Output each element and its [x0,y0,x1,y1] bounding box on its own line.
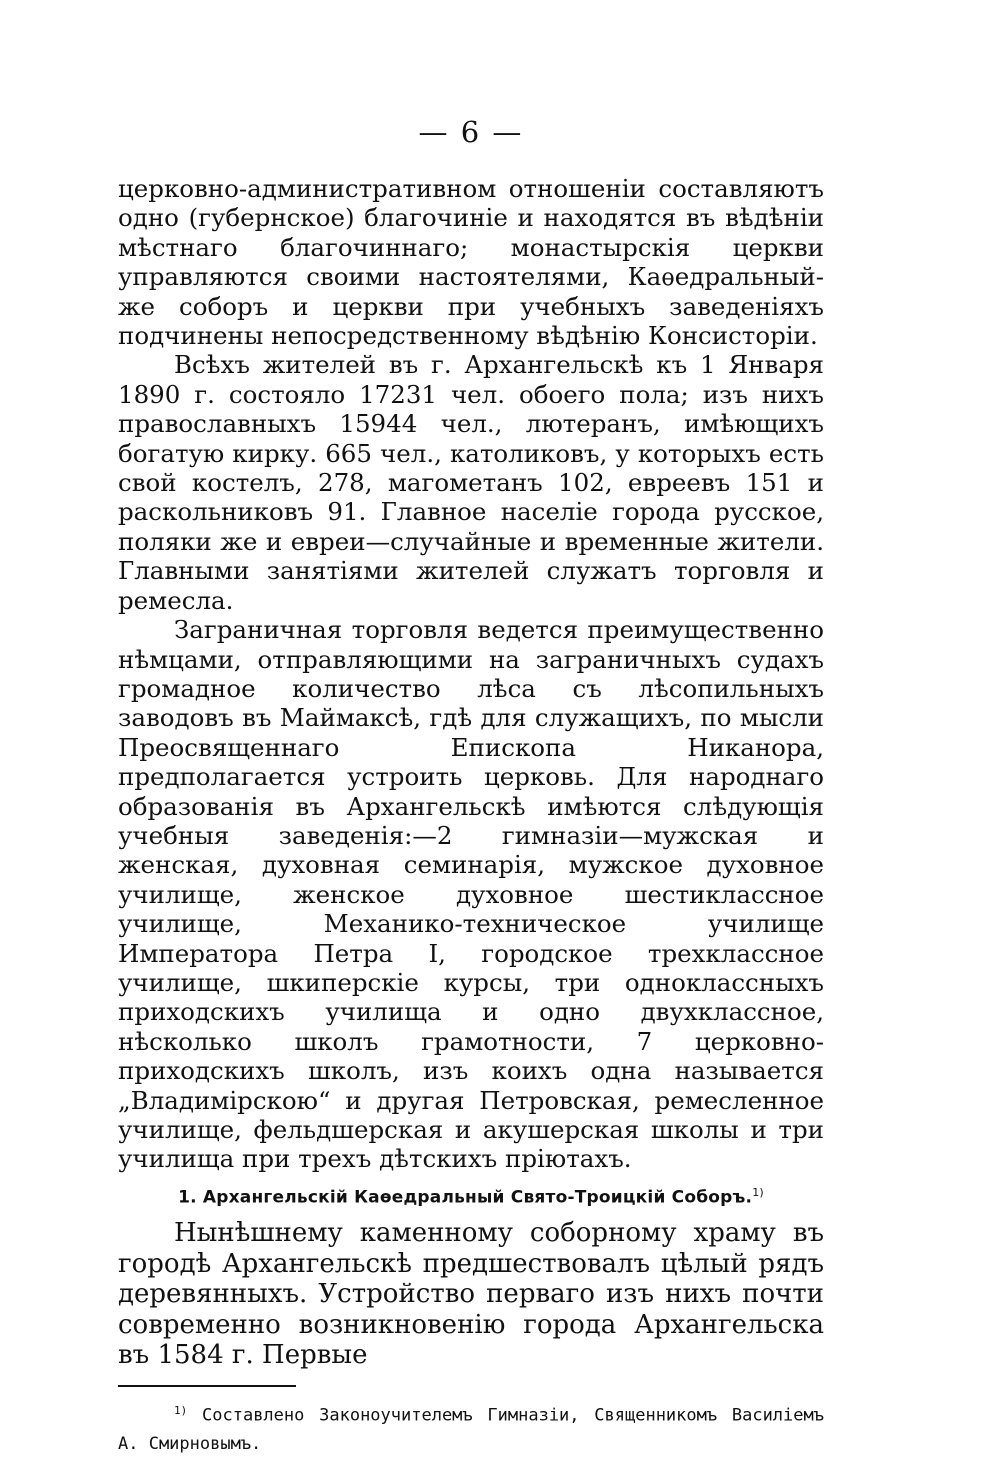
footnote-reference: 1) [752,1185,764,1199]
paragraph-trade-education: Заграничная торговля ведется преимущественно нѣмцами, отправляющими на заграничныхъ судахъ громадное количество лѣса съ лѣсопильныхъ заводовъ въ Маймаксѣ, гдѣ для служащихъ, по мысли Преосвященнаго Епископа Никанора, предполагается устроить церковь. Для народнаго образованія въ Архангельскѣ имѣются слѣдующія учебныя заведенія:—2 гимназіи—мужская и женская, духовная семинарія, мужское духовное училище, женское духовное шестиклассное училище, Механико-техническое училище Императора Петра I, городское трехклассное училище, шкиперскіе курсы, три одноклассныхъ приходскихъ училища и одно двухклассное, нѣсколько школъ грамотности, 7 церковно-приходскихъ школъ, изъ коихъ одна называется „Владимірскою“ и другая Петровская, ремесленное училище, фельдшерская и акушерская школы и три училища при трехъ дѣтскихъ пріютахъ. [118,615,824,1174]
section-heading-text: 1. Архангельскій Каѳедральный Свято-Троицкій Соборъ. [178,1187,753,1208]
paragraph-church-administration: церковно-административном отношеніи составляютъ одно (губернское) благочиніе и находятся въ вѣдѣніи мѣстнаго благочиннаго; монастырскія церкви управляются своими настоятелями, Каѳедральный-же соборъ и церкви при учебныхъ заведеніяхъ подчинены непосредственному вѣдѣнію Консисторіи. [118,174,824,351]
footnote [118,1397,824,1458]
footnote-divider [118,1385,296,1387]
footnote-marker: 1) [174,1403,188,1417]
footnote-text: Составлено Законоучителемъ Гимназіи, Священникомъ Василіемъ А. Смирновымъ. [118,1405,824,1454]
paragraph-cathedral-history: Нынѣшнему каменному соборному храму въ городѣ Архангельскѣ предшествовалъ цѣлый рядъ деревянныхъ. Устройство перваго изъ нихъ почти современно возникновенію города Архангельска въ 1584 г. Первые [118,1218,824,1371]
paragraph-population: Всѣхъ жителей въ г. Архангельскѣ къ 1 Января 1890 г. состояло 17231 чел. обоего пола; изъ нихъ православныхъ 15944 чел., лютеранъ, имѣющихъ богатую кирку. 665 чел., католиковъ, у которыхъ есть свой костелъ, 278, магометанъ 102, евреевъ 151 и раскольниковъ 91. Главное населіе города русское, поляки же и евреи—случайные и временные жители. Главными занятіями жителей служатъ торговля и ремесла. [118,350,824,615]
document-page [118,112,824,1458]
page-number: — 6 — [418,115,524,149]
section-heading [118,1178,824,1213]
